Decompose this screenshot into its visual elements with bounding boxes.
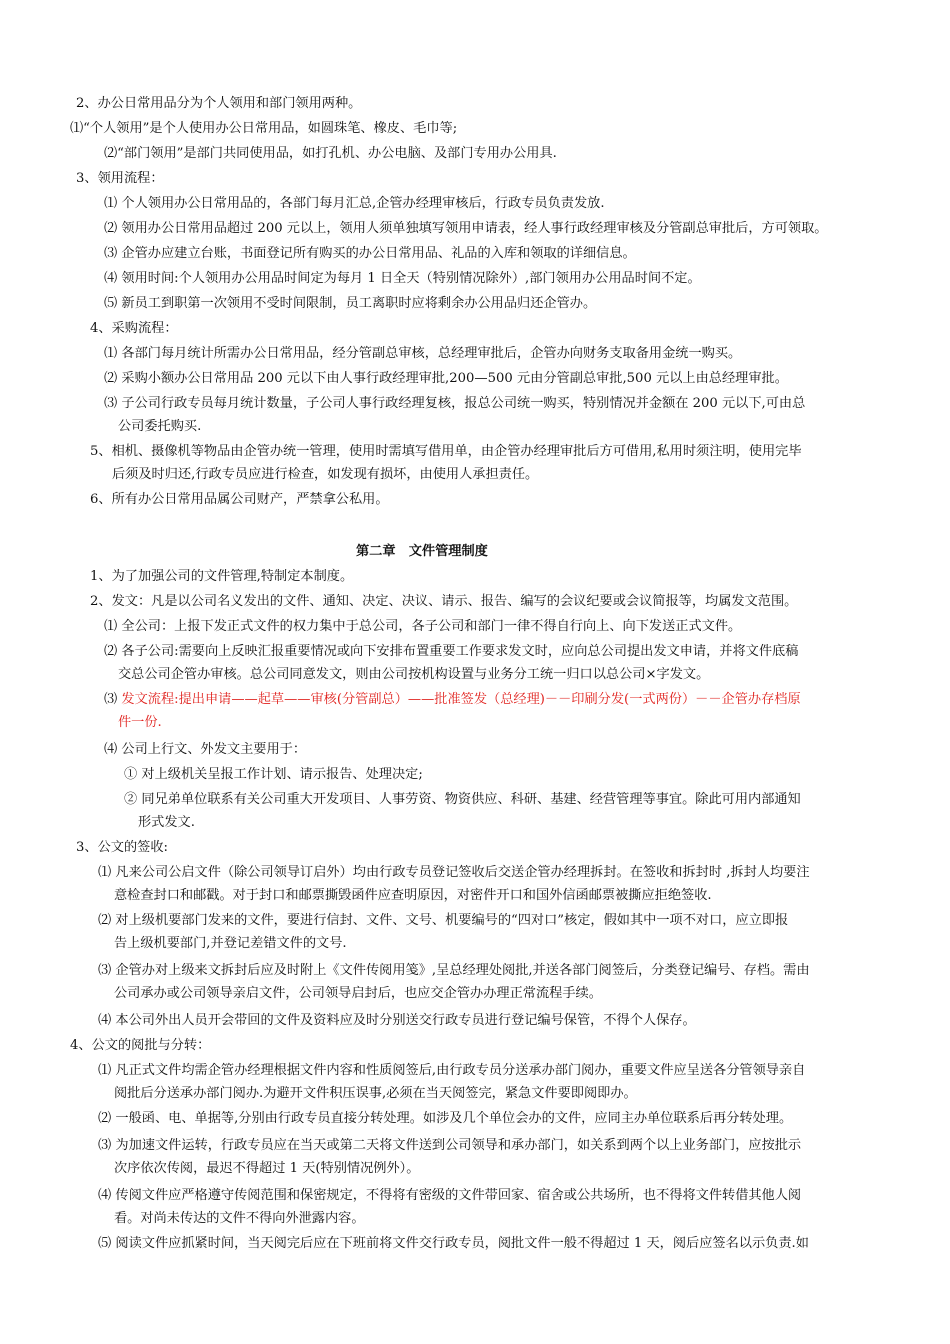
paragraph: ⑷ 传阅文件应严格遵守传阅范围和保密规定，不得将有密级的文件带回家、宿舍或公共场所，也不得将文件转借其他人阅 — [98, 1188, 802, 1203]
paragraph: ⑶ 企管办对上级来文拆封后应及时附上《文件传阅用笺》,呈总经理处阅批,并送各部门阅签后，分类登记编号、存档。需由 — [98, 963, 810, 978]
paragraph: ⑵ 一般函、电、单据等,分别由行政专员直接分转处理。如涉及几个单位会办的文件，应同主办单位联系后再分转处理。 — [98, 1111, 793, 1126]
paragraph: ⑴ 凡正式文件均需企管办经理根据文件内容和性质阅签后,由行政专员分送承办部门阅办，重要文件应呈送各分管领导亲自 — [98, 1063, 806, 1078]
chapter-heading: 第二章 文件管理制度 — [356, 544, 488, 559]
paragraph: 后须及时归还,行政专员应进行检查，如发现有损坏，由使用人承担责任。 — [112, 467, 539, 482]
paragraph: ⑶ 为加速文件运转，行政专员应在当天或第二天将文件送到公司领导和承办部门，如关系到两个以上业务部门，应按批示 — [98, 1138, 802, 1153]
paragraph: ⑵“部门领用”是部门共同使用品，如打孔机、办公电脑、及部门专用办公用具. — [104, 146, 557, 161]
paragraph: ① 对上级机关呈报工作计划、请示报告、处理决定; — [124, 767, 423, 782]
paragraph: 3、公文的签收: — [76, 840, 168, 855]
paragraph: 5、相机、摄像机等物品由企管办统一管理，使用时需填写借用单，由企管办经理审批后方可借用,私用时须注明，使用完毕 — [90, 444, 802, 459]
paragraph: 4、公文的阅批与分转： — [70, 1038, 211, 1053]
paragraph: ⑴ 全公司：上报下发正式文件的权力集中于总公司，各子公司和部门一律不得自行向上、向下发送正式文件。 — [104, 619, 742, 634]
paragraph: 形式发文. — [138, 815, 195, 830]
paragraph: ⑴ 各部门每月统计所需办公日常用品，经分管副总审核，总经理审批后，企管办向财务支取备用金统一购买。 — [104, 346, 742, 361]
paragraph: 4、采购流程： — [90, 321, 178, 336]
paragraph: 意检查封口和邮戳。对于封口和邮票撕毁函件应查明原因，对密件开口和国外信函邮票被撕应拒绝签收. — [114, 888, 712, 903]
paragraph: 阅批后分送承办部门阅办.为避开文件积压误事,必须在当天阅签完，紧急文件要即阅即办。 — [114, 1086, 637, 1101]
highlighted-text: 件一份. — [118, 715, 162, 730]
paragraph: ② 同兄弟单位联系有关公司重大开发项目、人事劳资、物资供应、科研、基建、经营管理等事宜。除此可用内部通知 — [124, 792, 801, 807]
paragraph: 次序依次传阅，最迟不得超过 1 天(特别情况例外）。 — [114, 1161, 420, 1176]
paragraph: ⑴ 个人领用办公日常用品的，各部门每月汇总,企管办经理审核后，行政专员负责发放. — [104, 196, 605, 211]
paragraph: 1、为了加强公司的文件管理,特制定本制度。 — [90, 569, 354, 584]
paragraph: 公司承办或公司领导亲启文件，公司领导启封后，也应交企管办办理正常流程手续。 — [114, 986, 602, 1001]
paragraph: ⑴ 凡来公司公启文件（除公司领导订启外）均由行政专员登记签收后交送企管办经理拆封。在签收和拆封时 ,拆封人均要注 — [98, 865, 810, 880]
paragraph: ⑶ 子公司行政专员每月统计数量，子公司人事行政经理复核，报总公司统一购买，特别情况并金额在 200 元以下,可由总 — [104, 396, 806, 411]
paragraph: ⑵ 各子公司:需要向上反映汇报重要情况或向下安排布置重要工作要求发文时，应向总公司提出发文申请，并将文件底稿 — [104, 644, 799, 659]
paragraph: ⑶ 企管办应建立台账，书面登记所有购买的办公日常用品、礼品的入库和领取的详细信息。 — [104, 246, 636, 261]
paragraph: 看。对尚未传达的文件不得向外泄露内容。 — [114, 1211, 365, 1226]
paragraph: 公司委托购买. — [118, 419, 202, 434]
paragraph: ⑵ 采购小额办公日常用品 200 元以下由人事行政经理审批,200—500 元由分管副总审批,500 元以上由总经理审批。 — [104, 371, 788, 386]
paragraph: ⑸ 阅读文件应抓紧时间，当天阅完后应在下班前将文件交行政专员，阅批文件一般不得超过 1 天，阅后应签名以示负责.如 — [98, 1236, 809, 1251]
highlighted-text: 发文流程:提出申请——起草——审核(分管副总）——批准签发（总经理)－－印刷分发(一式两份）－－企管办存档原 — [121, 692, 801, 707]
paragraph: ⑷ 公司上行文、外发文主要用于： — [104, 742, 307, 757]
paragraph: 告上级机要部门,并登记差错文件的文号. — [114, 936, 347, 951]
paragraph: 2、办公日常用品分为个人领用和部门领用两种。 — [76, 96, 362, 111]
paragraph: ⑷ 本公司外出人员开会带回的文件及资料应及时分别送交行政专员进行登记编号保管，不得个人保存。 — [98, 1013, 696, 1028]
paragraph: ⑴“个人领用”是个人使用办公日常用品，如圆珠笔、橡皮、毛巾等; — [70, 121, 458, 136]
paragraph: ⑵ 领用办公日常用品超过 200 元以上，领用人须单独填写领用申请表，经人事行政经理审核及分管副总审批后，方可领取。 — [104, 221, 828, 236]
list-number: ⑶ — [104, 692, 118, 707]
paragraph-highlighted — [104, 691, 801, 709]
paragraph: 2、发文：凡是以公司名义发出的文件、通知、决定、决议、请示、报告、编写的会议纪要或会议简报等，均属发文范围。 — [90, 594, 798, 609]
paragraph: ⑵ 对上级机要部门发来的文件，要进行信封、文件、文号、机要编号的“四对口”核定，假如其中一项不对口，应立即报 — [98, 913, 789, 928]
paragraph: 3、领用流程： — [76, 171, 164, 186]
paragraph: 6、所有办公日常用品属公司财产，严禁拿公私用。 — [90, 492, 389, 507]
paragraph: ⑷ 领用时间:个人领用办公用品时间定为每月 1 日全天（特别情况除外）,部门领用办公用品时间不定。 — [104, 271, 701, 286]
paragraph: 交总公司企管办审核。总公司同意发文，则由公司按机构设置与业务分工统一归口以总公司×字发文。 — [118, 667, 710, 682]
paragraph: ⑸ 新员工到职第一次领用不受时间限制，员工离职时应将剩余办公用品归还企管办。 — [104, 296, 597, 311]
